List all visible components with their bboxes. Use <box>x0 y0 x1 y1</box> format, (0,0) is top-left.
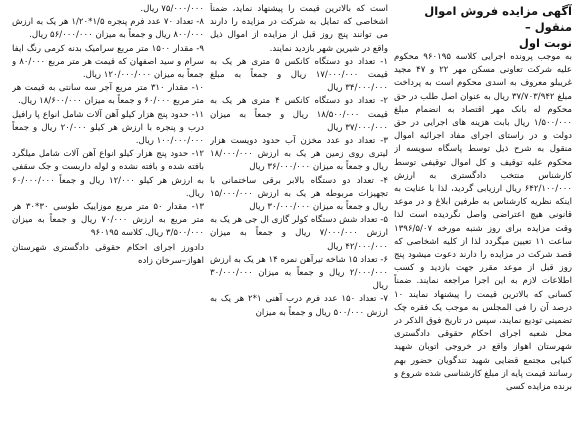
notice-title <box>394 3 572 51</box>
auction-item-8: ۸- تعداد ۷۰ عدد فرم پنجره ۱/۵*۱/۲۰ هر یک به ارزش ۸۰۰/۰۰۰ ریال و جمعاً به میزان ۵۶/۰۰۰/۰۰۰ ریال. <box>12 17 204 41</box>
auction-item-5: ۵- تعداد شش دستگاه کولر گازی ال جی هر یک به ارزش ۷/۰۰۰/۰۰۰ ریال و جمعاً به میزان ۴۲/۰۰۰/۰۰۰ ریال <box>210 215 388 252</box>
auction-item-4: ۴- تعداد دو دستگاه بالابر برقی ساختمانی با تجهیزات مربوطه هر یک به ارزش ۱۵/۰۰۰/۰۰۰ ریال و جمعاً به میزان ۳۰/۰۰۰/۰۰۰ ریال <box>210 175 388 213</box>
notice-intro-paragraph: به موجب پرونده اجرایی کلاسه ۹۶۰۱۹۵ محکوم علیه شرکت تعاونی مسکن مهر ۲۲ و ۴۷ مجید غریبلو معروف به اسدی محکوم است به پرداخت مبلغ ۳۷/۷۰۳/۹۴۲ ریال به عنوان اصل طلب در حق محکوم له بانک مهر اقتصاد به انضمام مبلغ ۱/۵۰۰/۰۰۰ ریال بابت هزینه های اجرایی در حق دولت و در راستای اجرای مفاد اجرائیه اموال منقول به شرح ذیل توسط پاسگاه سویسه از محکوم علیه توقیف و کل اموال توقیفی توسط کارشناس منتخب دادگستری به ارزش ۶۴۲/۱۰۰/۰۰۰ ریال ارزیابی گردید، لذا با عنایت به اینکه نظریه کارشناس به طرفین ابلاغ و در موعد قانونی هیچ اعتراضی واصل نگردیده است لذا وقت مزایده برای روز شنبه مورخه ۱۳۹۶/۵/۰۷ ساعت ۱۱ تعیین میگردد لذا از کلیه اشخاصی که قصد شرکت در مزایده را دارند دعوت میشود پنج روز قبل از موعد مقرر جهت بازدید و کسب اطلاعات لازم به این اجرا مراجعه نمایند. ضمناً کسانی که بالاترین قیمت را پیشنهاد نمایند ۱۰ درصد آن را فی المجلس به موجب یک فقره چک تضمینی تودیع نمایند، سپس در تاریخ فوق الذکر در محل شعبه اجرای احکام حقوقی دادگستری شهرستان اهواز واقع در خروجی اتوبان شهید کنیایی مجتمع قضایی شهید تندگویان حضور بهم رسانند قیمت پایه از مبلغ کارشناسی شده شروع و برنده مزایده کسی <box>394 52 572 393</box>
auction-item-7-total: ۷۵/۰۰۰/۰۰۰ ریال. <box>140 4 204 14</box>
notice-signature: دادورز اجرای احکام حقوقی دادگستری شهرستان اهواز–سرخان زاده <box>12 242 204 266</box>
notice-column-3 <box>12 3 204 418</box>
auction-item-6: ۶- تعداد ۱۵ شاخه تیرآهن نمره ۱۴ هر یک به ارزش ۲/۰۰۰/۰۰۰ ریال و جمعاً به میزان ۳۰/۰۰۰/۰۰۰ ریال <box>210 254 388 292</box>
auction-item-12: ۱۲- حدود پنج هزار کیلو انواع آهن آلات شامل میلگرد بافته شده و بافته نشده و لوله داربست و جک سقفی به ارزش هر کیلو ۱۲/۰۰۰ ریال و جمعاً ۶۰/۰۰۰/۰۰۰ ریال. <box>12 149 204 199</box>
auction-item-7: ۷- تعداد ۱۵۰ عدد فرم درب آهنی ۱*۲ هر یک به ارزش ۵۰۰/۰۰۰ ریال و جمعاً به میزان <box>210 294 388 318</box>
auction-item-10: ۱۰- مقدار ۳۱۰ متر مربع آجر سه سانتی به قیمت هر متر مربع ۶۰/۰۰۰ و جمعاً به میزان ۱۸/۶۰۰/۰۰۰ ریال. <box>12 83 204 107</box>
auction-item-9: ۹- مقدار ۱۵۰۰ متر مربع سرامیک بدنه کرمی رنگ ایفا سرام و سید اصفهان که قیمت هر متر مربع ۸۰/۰۰۰ و جمعاً به میزان ۱۲۰/۰۰۰/۰۰۰ ریال. <box>12 43 204 81</box>
auction-item-13: ۱۳- مقدار ۵۰ متر مربع موزاییک طوسی ۳۰*۳۰ هر متر مربع به ارزش ۷۰/۰۰۰ ریال و جمعاً به میزان ۳/۵۰۰/۰۰۰ ریال. کلاسه ۹۶۰۱۹۵ <box>12 202 204 239</box>
auction-item-3: ۳- تعداد دو عدد مخزن آب حدود دویست هزار لیتری روی زمین هر یک به ارزش ۱۸/۰۰۰/۰۰۰ ریال و جمعاً به میزان ۳۶/۰۰۰/۰۰۰ ریال <box>210 136 388 173</box>
auction-item-2: ۲- تعداد دو دستگاه کانکس ۴ متری هر یک به قیمت ۱۸/۵۰۰/۰۰۰ ریال و جمعاً به میزان ۳۷/۰۰۰/۰۰۰ ریال <box>210 96 388 133</box>
notice-column-1 <box>394 3 572 418</box>
notice-title-line-1: آگهی مزایده فروش اموال منقول – <box>424 4 572 34</box>
notice-title-line-2: نوبت اول <box>518 36 572 50</box>
notice-column-2 <box>210 3 388 418</box>
auction-item-1: ۱- تعداد دو دستگاه کانکس ۵ متری هر یک به قیمت ۱۷/۰۰۰/۰۰۰ ریال و جمعاً به مبلغ ۳۴/۰۰۰/۰۰۰ ریال <box>210 56 388 94</box>
notice-bidding-paragraph: است که بالاترین قیمت را پیشنهاد نماید، ضمناً اشخاصی که تمایل به شرکت در مزایده را دارند می توانند پنج روز قبل از مزایده از اموال ذیل واقع در شیرین شهر بازدید نمایند. <box>210 4 388 54</box>
auction-item-11: ۱۱- حدود پنج هزار کیلو آهن آلات شامل انواع پا رافیل درب و پنجره با ارزش هر کیلو ۲۰/۰۰۰ ریال و جمعاً ۱۰۰/۰۰۰/۰۰۰ ریال. <box>12 109 204 147</box>
